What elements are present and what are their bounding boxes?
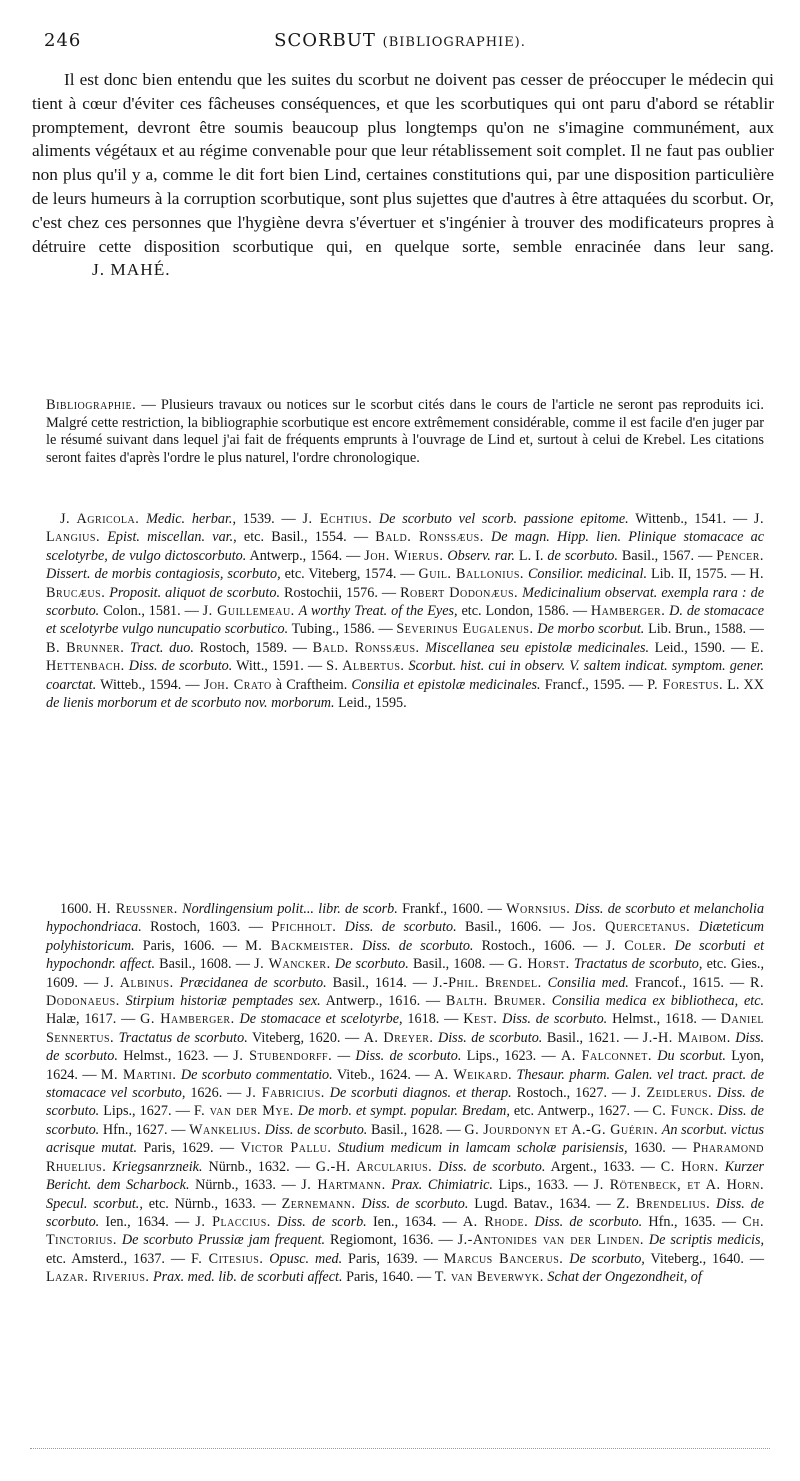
entry-details: Lugd. Batav., 1634. — xyxy=(468,1195,617,1212)
entry-title: A worthy Treat. of the Eyes, xyxy=(298,603,458,620)
entry-title: Consilia et epistolæ medicinales. xyxy=(351,676,541,693)
bibliography-intro-text: — Plusieurs travaux ou notices sur le scorbut cités dans le cours de l'article ne seront pas reproduits ici. Malgré cette restriction, la bibliographie scorbutique est encore extrêmement considérable, comme il est facile d'en juger par le résumé suivant dans lequel j'ai fait de fréquents emprunts à l'ouvrage de Lind et, surtout à celui de Krebel. Les citations seront faites d'après l'ordre le plus naturel, l'ordre chronologique. xyxy=(46,397,764,466)
entry-details: Nürnb., 1632. — xyxy=(202,1158,316,1175)
entry-title: Prax. med. lib. de scorbuti affect. xyxy=(152,1269,343,1286)
entry-author: B. Brunner. xyxy=(46,639,125,656)
entry-details: Viteb., 1624. — xyxy=(332,1066,434,1083)
title-subtitle: (BIBLIOGRAPHIE). xyxy=(382,35,526,50)
bibliography-entry xyxy=(396,621,764,637)
entry-details: , 1539. — xyxy=(232,511,303,527)
entry-author: G. Jourdonyn et A.-G. Guérin. xyxy=(464,1121,659,1138)
entry-title: Epist. miscellan. var. xyxy=(107,529,234,546)
entry-title: Diss. de scorbuto. xyxy=(534,1213,643,1230)
entry-author: Ch. Tinctorius. xyxy=(46,1213,765,1249)
bibliography-entry xyxy=(245,938,605,954)
entry-details: Hfn., 1635. — xyxy=(642,1213,743,1230)
entry-title: De scorbuto vel scorb. passione epitome. xyxy=(378,511,629,527)
entry-details: Regiomont, 1636. — xyxy=(325,1232,458,1249)
entry-title: Medicinalium observat. exempla rara : de scorbuto. xyxy=(46,584,765,620)
entry-details: Basil., 1606. — xyxy=(456,919,573,936)
entry-title: Diss. de scorbuto. xyxy=(344,919,457,936)
entry-title: Diss. de scorbuto. xyxy=(361,1195,469,1212)
entry-title: Diss. de scorbuto. xyxy=(46,1085,765,1120)
entry-details: Antwerp., 1616. — xyxy=(320,993,446,1010)
entry-title: Diss. de scorbuto. xyxy=(128,658,233,675)
entry-details: Rostoch, 1603. — xyxy=(141,919,272,936)
entry-details: etc. Antwerp., 1627. — xyxy=(509,1103,653,1120)
bibliography-block-1500s xyxy=(46,510,764,712)
entry-details: Lips., 1623. — xyxy=(461,1048,561,1065)
entry-author: R. Dodonaeus. xyxy=(46,974,765,1010)
entry-title: de scorbuto. xyxy=(547,547,618,564)
entry-title: Proposit. aliquot de scorbuto. xyxy=(109,584,280,601)
entry-details: Witteb., 1594. — xyxy=(96,676,204,693)
entry-details: Paris, 1606. — xyxy=(134,937,246,954)
entry-details: Lyon, 1624. — xyxy=(46,1048,764,1083)
entry-author: J. Stubendorff. xyxy=(233,1048,333,1065)
entry-author: A. Falconnet. xyxy=(561,1048,652,1065)
entry-author: M. Backmeister. xyxy=(245,937,354,954)
entry-author: J. Guillemeau. xyxy=(202,603,295,620)
entry-title: Tract. duo. xyxy=(129,639,194,656)
entry-title: Miscellanea seu epistolæ medicinales. xyxy=(425,639,650,656)
entry-details: Antwerp., 1564. — xyxy=(246,547,365,564)
entry-details: Lips., 1633. — xyxy=(492,1177,594,1194)
entry-title: Specul. scorbut., xyxy=(46,1195,143,1212)
bibliography-intro xyxy=(46,397,764,467)
entry-title: Diæteticum polyhistoricum. xyxy=(46,919,764,954)
entry-author: Lazar. Riverius. xyxy=(46,1269,150,1286)
entry-details: 1600. xyxy=(60,901,97,917)
entry-author: E. Hettenbach. xyxy=(46,639,764,675)
entry-title: Medic. herbar. xyxy=(146,511,233,527)
entry-author: Wornsius. xyxy=(506,901,571,917)
entry-details: Helmst., 1618. — xyxy=(607,1011,721,1028)
entry-author: Marcus Bancerus. xyxy=(443,1250,564,1267)
entry-details: Rostoch, 1589. — xyxy=(193,639,313,656)
entry-details: Nürnb., 1633. — xyxy=(189,1177,302,1194)
closing-paragraph xyxy=(32,68,774,282)
bibliography-entry xyxy=(191,1251,444,1267)
entry-author: H. Brucæus. xyxy=(46,566,765,601)
entry-details: , etc. Basil., 1554. — xyxy=(233,529,376,546)
entry-details: Leid., 1590. — xyxy=(649,639,751,656)
entry-title: Observ. rar. xyxy=(447,547,515,564)
entry-details: Witt., 1591. — xyxy=(232,658,327,675)
entry-author: J. Fabricius. xyxy=(246,1085,325,1102)
entry-author: Zernemann. xyxy=(281,1195,356,1212)
entry-title: De morb. et sympt. popular. Bredam, xyxy=(297,1103,510,1120)
entry-title: Opusc. med. xyxy=(269,1250,343,1267)
entry-details: L. XX xyxy=(723,676,764,693)
entry-details: Helmst., 1623. — xyxy=(117,1048,234,1065)
entry-author: C. Horn. xyxy=(660,1158,719,1175)
entry-details: Basil., 1567. — xyxy=(617,547,717,564)
entry-author: Pencer. xyxy=(716,547,764,564)
entry-author: J.-H. Maibom. xyxy=(642,1029,731,1046)
bibliography-entry xyxy=(240,1140,692,1156)
bibliography-entry xyxy=(195,1214,463,1230)
entry-details: Rostoch., 1606. — xyxy=(473,937,606,954)
bibliography-entry xyxy=(316,1159,661,1175)
bibliography-entry xyxy=(204,677,352,693)
entry-details: etc. Gies., 1609. — xyxy=(46,956,764,991)
entry-author: G. Horst. xyxy=(507,956,570,973)
entry-title: V. saltem indicat. symptom. gener. coarctat. xyxy=(46,658,765,693)
bibliography-entry xyxy=(271,919,572,935)
entry-title: De morbo scorbut. xyxy=(537,621,645,638)
entry-author: T. van Beverwyk. xyxy=(434,1269,544,1286)
entry-author: Jos. Quercetanus. xyxy=(572,919,691,936)
entry-author: J. Albinus. xyxy=(104,974,174,991)
entry-author: A. Weikard. xyxy=(433,1066,513,1083)
entry-author: Balth. Brumer. xyxy=(445,993,546,1010)
entry-author: Bald. Ronssæus. xyxy=(312,639,420,656)
entry-author: A. Dreyer. xyxy=(363,1029,434,1046)
bibliography-block-1600s xyxy=(46,900,764,1287)
bibliography-entry xyxy=(326,658,569,674)
entry-title: Diss. de scorbuto. xyxy=(46,1103,764,1138)
entry-title: Thesaur. pharm. Galen. vel tract. pract. de stomacace vel scorbuto, xyxy=(46,1066,764,1102)
entry-details: Basil., 1621. — xyxy=(542,1029,643,1046)
entry-author: Hamberger. xyxy=(590,603,666,620)
entry-details: Colon., 1581. — xyxy=(99,603,203,620)
entry-details: Basil., 1608. — xyxy=(155,956,255,973)
bibliography-entry xyxy=(435,1269,702,1285)
footer-rule xyxy=(30,1448,770,1449)
bibliography-entry xyxy=(203,603,591,619)
entry-author: F. van der Mye. xyxy=(193,1103,294,1120)
entry-author: Pfichholt. xyxy=(271,919,337,936)
bibliography-entry xyxy=(140,1011,463,1027)
bibliography-entry xyxy=(60,511,302,527)
entry-title: Diss. de scorbuto. xyxy=(438,1158,546,1175)
entry-author: Severinus Eugalenus. xyxy=(396,621,534,638)
entry-details: Basil., 1614. — xyxy=(326,974,433,991)
entry-title: Diss. de scorb. xyxy=(277,1213,367,1230)
paragraph-text: Il est donc bien entendu que les suites du scorbut ne doivent pas cesser de préoccuper le médecin qui tient à cœur d'éviter ces fâcheuses conséquences, et que les scorbutiques qui ont paru d'abord se rétablir promptement, devront être soumis beaucoup plus longtemps qu'on ne s'imagine communément, aux aliments végétaux et au régime convenable pour que leur rétablissement soit complet. Il ne faut pas oublier non plus qu'il y a, comme le dit fort bien Lind, certaines constitutions qui, par une disposition particulière de leurs humeurs à la corruption scorbutique, sont plus sujettes que d'autres à être attaquées du scorbut. Or, c'est chez ces personnes que l'hygiène devra s'évertuer et s'ingénier à trouver des modificateurs propres à détruire cette disposition scorbutique qui, en quelque sorte, semble enracinée dans leur sang. xyxy=(32,70,774,256)
entry-author: J. Langius. xyxy=(46,511,764,546)
entry-author: J. Hartmann. xyxy=(301,1177,386,1194)
bibliography-entry xyxy=(46,640,313,656)
entry-title: Tractatus de scorbuto, xyxy=(573,956,703,973)
entry-author: J.-Phil. Brendel. xyxy=(432,974,542,991)
entry-author: G.-H. Arcularius. xyxy=(315,1158,433,1175)
entry-title: Diss. de scorbuto. xyxy=(437,1029,543,1046)
entry-details: Viteberg., 1640. — xyxy=(644,1250,765,1267)
entry-author: G. Hamberger. xyxy=(140,1011,235,1028)
bibliography-entry xyxy=(364,548,547,564)
entry-author: Kest. xyxy=(463,1011,498,1028)
entry-author: Robert Dodonæus. xyxy=(400,584,519,601)
bibliography-entry xyxy=(246,1085,631,1101)
entry-author: J. Coler. xyxy=(605,937,667,954)
bibliography-entry xyxy=(433,975,750,991)
entry-title: Prax. Chimiatric. xyxy=(391,1177,493,1194)
entry-title: Præcidanea de scorbuto. xyxy=(179,974,327,991)
entry-details: L. I. xyxy=(514,547,548,564)
entry-details: Wittenb., 1541. — xyxy=(628,511,754,527)
entry-title: Diss. de scorbuto. xyxy=(46,1029,765,1065)
author-signature: J. MAHÉ. xyxy=(92,260,171,280)
bibliography-entry xyxy=(301,1177,593,1193)
entry-details: Lips., 1627. — xyxy=(99,1103,194,1120)
entry-details: etc. Amsterd., 1637. — xyxy=(46,1250,191,1267)
bibliography-entry xyxy=(302,511,753,527)
entry-title: Scorbut. hist. cui in observ. xyxy=(408,658,566,675)
entry-details: 1626. — xyxy=(185,1085,247,1102)
page-number: 246 xyxy=(44,30,82,51)
entry-title: Diss. de scorbuto. xyxy=(502,1011,608,1028)
entry-details: Basil., 1628. — xyxy=(367,1121,465,1138)
entry-details: Basil., 1608. — xyxy=(408,956,508,973)
entry-author: Daniel Sennertus. xyxy=(46,1011,765,1046)
entry-author: Pharamond Rhuelius. xyxy=(46,1140,764,1175)
bibliography-entry xyxy=(46,1269,435,1285)
entry-title: An scorbut. victus acrisque mutat. xyxy=(46,1121,765,1157)
bibliography-entry xyxy=(463,1214,742,1230)
entry-details: 1630. — xyxy=(627,1140,693,1157)
entry-details: Paris, 1639. — xyxy=(342,1250,444,1267)
entry-author: J. Placcius. xyxy=(195,1213,271,1230)
entry-author: P. Forestus. xyxy=(647,676,724,693)
entry-title: de lienis morborum et de scorbuto nov. morborum. xyxy=(46,695,335,712)
bibliography-entry xyxy=(60,901,96,917)
entry-title: Diss. de scorbuto. xyxy=(264,1121,368,1138)
entry-title: De scorbuti et hypochondr. affect. xyxy=(46,937,765,973)
entry-title: Diss. de scorbuto. xyxy=(46,1195,765,1230)
entry-details: Leid., 1595. xyxy=(334,695,407,712)
entry-title: De scriptis medicis, xyxy=(648,1232,765,1249)
entry-details: Ien., 1634. — xyxy=(366,1213,463,1230)
bibliography-entry xyxy=(463,1011,721,1027)
entry-details: Lib. Brun., 1588. — xyxy=(644,621,764,638)
entry-details: Hfn., 1627. — xyxy=(99,1121,190,1138)
entry-author: H. Reussner. xyxy=(96,901,178,917)
entry-title: De scorbuto, xyxy=(569,1250,645,1267)
bibliography-entry xyxy=(189,1122,464,1138)
entry-author: J.-Antonides van der Linden. xyxy=(457,1232,644,1249)
entry-title: De magn. Hipp. lien. Plinique stomacace ac scelotyrbe, de vulgo dictoscorbuto. xyxy=(46,529,764,564)
entry-title: De scorbuto Prussiæ jam frequent. xyxy=(121,1232,326,1249)
entry-title: Dissert. de morbis contagiosis, scorbuto, xyxy=(46,566,281,583)
entry-details: Halæ, 1617. — xyxy=(46,1011,141,1028)
entry-author: J. Echtius. xyxy=(302,511,373,527)
entry-details: Ien., 1634. — xyxy=(99,1213,196,1230)
entry-details: etc. Nürnb., 1633. — xyxy=(142,1195,282,1212)
entry-author: F. Citesius. xyxy=(190,1250,264,1267)
bibliography-entry xyxy=(101,1067,434,1083)
entry-title: Studium medicum in lamcam scholæ parisiensis, xyxy=(337,1140,628,1157)
bibliography-entry xyxy=(254,956,508,972)
entry-details: Rostochii, 1576. — xyxy=(280,584,401,601)
entry-title: Kriegsanrzneik. xyxy=(112,1158,203,1175)
bibliography-entry xyxy=(419,566,750,582)
entry-details: Francf., 1595. — xyxy=(540,676,648,693)
entry-author: C. Funck. xyxy=(652,1103,714,1120)
entry-author: J. Wancker. xyxy=(254,956,331,973)
entry-details: Lib. II, 1575. — xyxy=(647,566,750,583)
bibliography-entry xyxy=(647,677,764,693)
entry-title: Consilia med. xyxy=(547,974,629,991)
entry-author: S. Albertus. xyxy=(326,658,405,675)
entry-details: à Craftheim. xyxy=(271,676,352,693)
entry-author: J. Zeidlerus. xyxy=(631,1085,713,1102)
entry-author: Guil. Ballonius. xyxy=(418,566,524,583)
bibliography-entry xyxy=(547,548,716,564)
entry-title: De scorbuto commentatio. xyxy=(180,1066,333,1083)
entry-title: Consilior. medicinal. xyxy=(527,566,647,583)
entry-title: Kurzer Bericht. dem Scharbock. xyxy=(46,1158,765,1194)
bibliography-label: Bibliographie. xyxy=(46,397,137,413)
entry-title: Tractatus de scorbuto. xyxy=(118,1029,248,1046)
title-text: SCORBUT xyxy=(274,30,376,51)
entry-details: etc. London, 1586. — xyxy=(457,603,591,620)
bibliography-entry xyxy=(104,975,433,991)
entry-title: De scorbuto. xyxy=(334,956,409,973)
entry-details: Paris, 1640. — xyxy=(342,1269,435,1286)
entry-author: Victor Pallu. xyxy=(240,1140,332,1157)
running-head xyxy=(44,30,756,58)
bibliography-entry xyxy=(233,1048,561,1064)
entry-details: Rostoch., 1627. — xyxy=(511,1085,632,1102)
entry-title: Nordlingensium polit... libr. de scorb. xyxy=(182,901,398,917)
bibliography-entry xyxy=(444,1251,764,1267)
entry-details: Francof., 1615. — xyxy=(628,974,750,991)
bibliography-entry xyxy=(46,695,407,711)
entry-title: Schat der Ongezondheit, of xyxy=(547,1269,702,1286)
entry-author: J. Agricola. xyxy=(60,511,140,527)
entry-details: Argent., 1633. — xyxy=(545,1158,661,1175)
entry-author: A. Rhode. xyxy=(462,1213,529,1230)
entry-details: Paris, 1629. — xyxy=(137,1140,241,1157)
bibliography-entry xyxy=(351,677,647,693)
entry-details: etc. Viteberg, 1574. — xyxy=(280,566,419,583)
entry-author: M. Martini. xyxy=(100,1066,177,1083)
entry-author: Joh. Crato xyxy=(203,676,272,693)
entry-title: De scorbuti diagnos. et therap. xyxy=(329,1085,512,1102)
entry-details: Viteberg, 1620. — xyxy=(247,1029,364,1046)
entry-title: Diss. de scorbuto et melancholia hypochondriaca. xyxy=(46,901,765,936)
entry-title: — Diss. de scorbuto. xyxy=(337,1048,462,1065)
page-title xyxy=(44,30,756,51)
entry-title: De stomacace et scelotyrbe, xyxy=(239,1011,403,1028)
entry-title: D. de stomacace et scelotyrbe vulgo nuncupatio scorbutico. xyxy=(46,603,765,638)
entry-author: Bald. Ronssæus. xyxy=(375,529,484,546)
bibliography-entry xyxy=(364,1030,643,1046)
entry-details: Frankf., 1600. — xyxy=(397,901,507,917)
entry-title: Diss. de scorbuto. xyxy=(361,937,474,954)
entry-title: Stirpium historiæ pemptades sex. xyxy=(125,993,321,1010)
entry-details: Tubing., 1586. — xyxy=(288,621,397,638)
entry-author: Z. Brendelius. xyxy=(616,1195,711,1212)
bibliography-entry xyxy=(194,1103,652,1119)
bibliography-entry xyxy=(96,901,506,917)
entry-title: Du scorbut. xyxy=(657,1048,726,1065)
entry-details: 1618. — xyxy=(402,1011,464,1028)
entry-author: Joh. Wierus. xyxy=(364,547,444,564)
entry-author: Wankelius. xyxy=(189,1121,262,1138)
bibliography-entry xyxy=(313,640,751,656)
entry-author: J. Rötenbeck, et A. Horn. xyxy=(593,1177,764,1194)
entry-title: Consilia medica ex bibliotheca, etc. xyxy=(551,993,765,1010)
bibliography-entry xyxy=(282,1196,617,1212)
